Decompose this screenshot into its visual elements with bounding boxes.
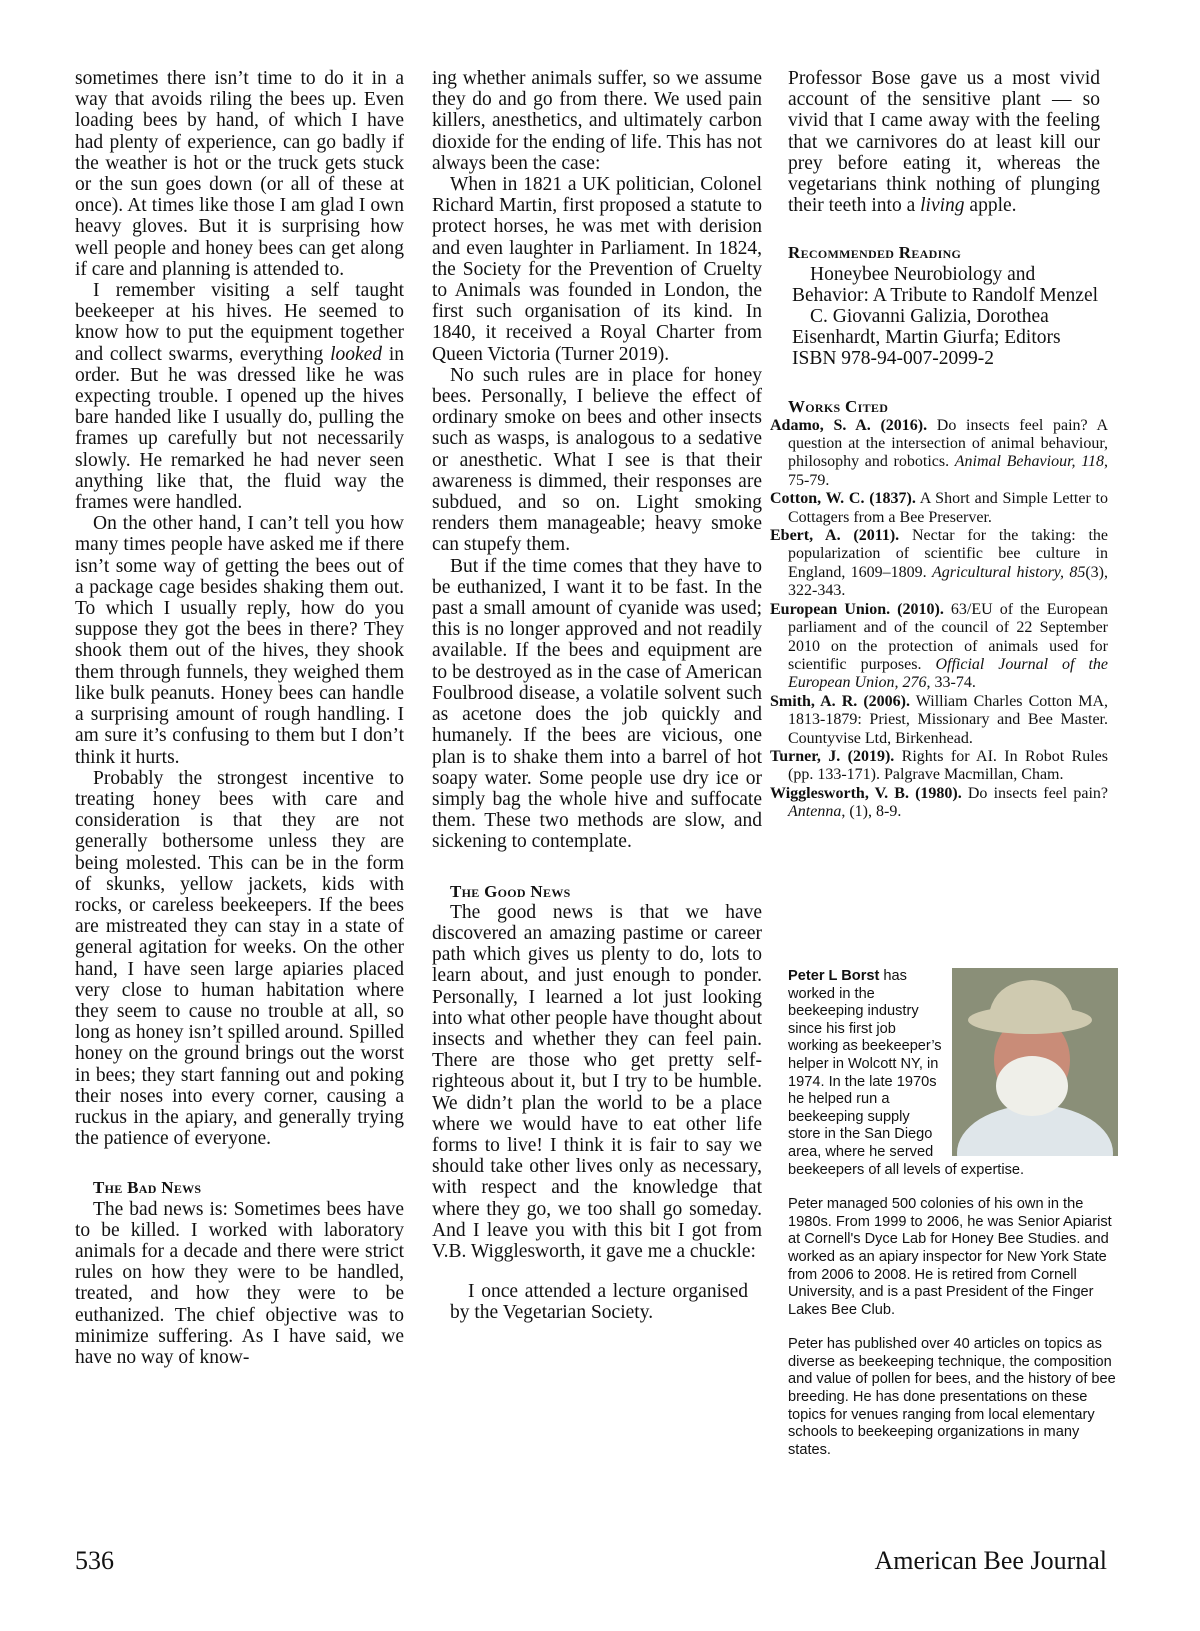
reference-author: Smith, A. R. (2006). (770, 692, 910, 710)
reference-text: William Charles Cotton MA, 1813-1879: Priest, Missionary and Bee Master. Countyvise Ltd, Birkenhead. (788, 692, 1109, 747)
recommended-item: Honeybee Neurobiology and Behavior: A Tribute to Randolf Menzel (792, 263, 1099, 306)
page-number: 536 (75, 1546, 114, 1575)
block-quote (432, 1281, 762, 1323)
reference-tail: , 75-79. (788, 453, 1109, 489)
section-heading-good-news: The Good News (450, 881, 571, 901)
recommended-reading (770, 242, 1108, 369)
reference-item (770, 748, 1108, 785)
author-name: Peter L Borst (788, 968, 880, 984)
text-run: I remember visiting a self taught beekeeper at his hives. He seemed to know how to put the equipment together and collect swarms, everything (75, 280, 404, 365)
reference-text: Rights for AI. In Robot Rules (pp. 133-171). Palgrave Macmillan, Cham. (788, 747, 1108, 784)
text-run: apple. (964, 195, 1017, 217)
reference-tail: (3), 322-343. (788, 563, 1108, 600)
emphasis: living (920, 195, 965, 217)
reference-text: Do insects feel pain? A question at the intersection of animal behaviour, philosophy and robotics. (788, 416, 1108, 471)
journal-title: American Bee Journal (874, 1546, 1107, 1575)
author-bio (788, 968, 1118, 1459)
reference-item (770, 601, 1108, 693)
reference-author: European Union. (2010). (770, 600, 944, 618)
recommended-reading-heading: Recommended Reading (788, 243, 962, 263)
reference-item (770, 785, 1108, 822)
paragraph: No such rules are in place for honey bees. Personally, I believe the effect of ordinary smoke on bees and other insects such as wasps, is analogous to a sedative or anesthetic. What I see is that their awareness is dimmed, their responses are subdued, and so on. Light smoking renders them manageable; heavy smoke can stupefy them. (432, 364, 762, 556)
text-run: in order. But he was dressed like he was expecting trouble. I opened up the hives bare handed like I usually do, pulling the frames up carefully but not necessarily slowly. He remarked he had never seen anything like that, the fluid way the frames were handled. (75, 343, 405, 514)
quote-paragraph (788, 68, 1100, 216)
column-2 (432, 68, 762, 1324)
recommended-item: C. Giovanni Galizia, Dorothea Eisenhardt, Martin Giurfa; Editors ISBN 978-94-007-2099-2 (792, 306, 1061, 370)
reference-item (770, 490, 1108, 527)
column-3 (770, 68, 1109, 822)
reference-text: 63/EU of the European parliament and of the council of 22 September 2010 on the protection of animals used for scientific purposes. (788, 600, 1109, 673)
block-quote-continued (788, 68, 1108, 216)
reference-item (770, 417, 1108, 491)
paragraph: When in 1821 a UK politician, Colonel Richard Martin, first proposed a statute to protect horses, he was met with derision and even laughter in Parliament. In 1824, the Society for the Prevention of Cruelty to Animals was founded in London, the first such organisation of its kind. In 1840, it received a Royal Charter from Queen Victoria (Turner 2019). (432, 174, 762, 365)
reference-item (770, 527, 1108, 601)
paragraph: ing whether animals suffer, so we assume they do and go from there. We used pain killers, anesthetics, and ultimately carbon dioxide for the ending of life. This has not always been the case: (432, 68, 762, 174)
reference-source: Official Journal of the European Union, 276 (788, 655, 1108, 692)
quote-paragraph: I once attended a lecture organised by the Vegetarian Society. (450, 1281, 748, 1324)
section-heading-bad-news: The Bad News (93, 1178, 202, 1198)
bio-paragraph-2: Peter managed 500 colonies of his own in the 1980s. From 1999 to 2006, he was Senior Apiarist at Cornell's Dyce Lab for Honey Bee Studies. and worked as an apiary inspector for New York State from 2006 to 2008. He is retired from Cornell University, and is a past President of the Finger Lakes Bee Club. (788, 1196, 1112, 1318)
paragraph: On the other hand, I can’t tell you how many times people have asked me if there isn’t some way of getting the bees out of a package cage besides shaking them out. To which I usually reply, how do you suppose they got the bees in there? They shook them out of the hives, they shook them through funnels, they weighed them like bulk peanuts. Honey bees can handle a surprising amount of rough handling. I am sure it’s confusing to them but I don’t think it hurts. (75, 513, 404, 768)
text-run: Professor Bose gave us a most vivid account of the sensitive plant — so vivid that I came away with the feeling that we carnivores do at least kill our prey before eating it, whereas the vegetarians think nothing of plunging their teeth into a (788, 68, 1100, 217)
references-list (770, 417, 1108, 822)
text-run: has worked in the beekeeping industry since his first job working as beekeeper’s helper in Wolcott NY, in 1974. In the late 1970s he helped run a beekeeping supply store in the San Diego area, where he served beekeepers of all levels of expertise. (788, 968, 1025, 1178)
bio-paragraph-3: Peter has published over 40 articles on topics as diverse as beekeeping technique, the composition and value of pollen for bees, and the history of bee breeding. He has done presentations on these topics for venues ranging from local elementary schools to beekeeping organizations in many states. (788, 1336, 1116, 1458)
reference-author: Turner, J. (2019). (770, 747, 895, 765)
works-cited (770, 396, 1108, 822)
reference-item (770, 693, 1108, 748)
reference-source: Agricultural history, 85 (932, 563, 1086, 581)
author-photo (952, 968, 1118, 1156)
reference-author: Adamo, S. A. (2016). (770, 416, 928, 434)
reference-source: Animal Behaviour, 118 (954, 453, 1105, 471)
emphasis: looked (330, 343, 383, 365)
paragraph (75, 280, 404, 513)
paragraph: sometimes there isn’t time to do it in a way that avoids riling the bees up. Even loading bees by hand, of which I have had plenty of experience, can go badly if the weather is hot or the truck gets stuck or the sun goes down (or all of these at once). At times like those I am glad I own heavy gloves. But it is surprising how well people and honey bees can get along if care and planning is attended to. (75, 68, 404, 280)
reference-author: Ebert, A. (2011). (770, 527, 900, 545)
reference-text: Nectar for the taking: the popularization of scientific bee culture in England, 1609–1809. (788, 527, 1108, 581)
reference-text: Do insects feel pain? (961, 784, 1109, 802)
reference-author: Cotton, W. C. (1837). (770, 490, 916, 508)
reference-tail: , 33-74. (926, 674, 976, 692)
reference-text: A Short and Simple Letter to Cottagers from a Bee Preserver. (788, 490, 1108, 526)
reference-source: Antenna (788, 803, 842, 821)
paragraph: The good news is that we have discovered an amazing pastime or career path which gives us plenty to do, lots to learn about, and just enough to ponder. Personally, I learned a lot just looking into what other people have thought about insects and whether they can feel pain. There are those who get pretty self-righteous about it, but I try to be humble. We didn’t plan the world to be a place where we would have to eat other life forms to live! I think it is fair to say we should take other lives only as necessary, with respect and the knowledge that where they go, we too shall go someday. And I leave you with this bit I got from V.B. Wigglesworth, it gave me a chuckle: (432, 901, 762, 1262)
reference-tail: , (1), 8-9. (841, 803, 902, 821)
works-cited-heading: Works Cited (788, 396, 889, 416)
paragraph: But if the time comes that they have to be euthanized, I want it to be fast. In the past a small amount of cyanide was used; this is no longer approved and not readily available. If the bees and equipment are to be destroyed as in the case of American Foulbrood disease, a volatile solvent such as acetone does the job quickly and humanely. If the bees are vicious, one plan is to shake them into a barrel of hot soapy water. Some people use dry ice or simply bag the whole hive and suffocate them. These two methods are slow, and sickening to contemplate. (432, 555, 762, 853)
reference-author: Wigglesworth, V. B. (1980). (770, 784, 962, 802)
paragraph: Probably the strongest incentive to treating honey bees with care and consideration is that they are not generally bothersome unless they are being molested. This can be in the form of skunks, yellow jackets, kids with rocks, or careless beekeepers. If the bees are mistreated they can stay in a state of general agitation for weeks. On the other hand, I have seen large apiaries placed very close to human habitation where they seem to cause no trouble at all, so long as honey isn’t spilled around. Spilled honey on the ground brings out the worst in bees; they start fanning out and poking their noses into every corner, causing a ruckus in the apiary, and generally trying the patience of everyone. (75, 767, 404, 1150)
column-1 (75, 68, 404, 1368)
paragraph: The bad news is: Sometimes bees have to be killed. I worked with laboratory animals for a decade and there were strict rules on how they were to be handled, treated, and how they were to be euthanized. The chief objective was to minimize suffering. As I have said, we have no way of know- (75, 1198, 404, 1368)
